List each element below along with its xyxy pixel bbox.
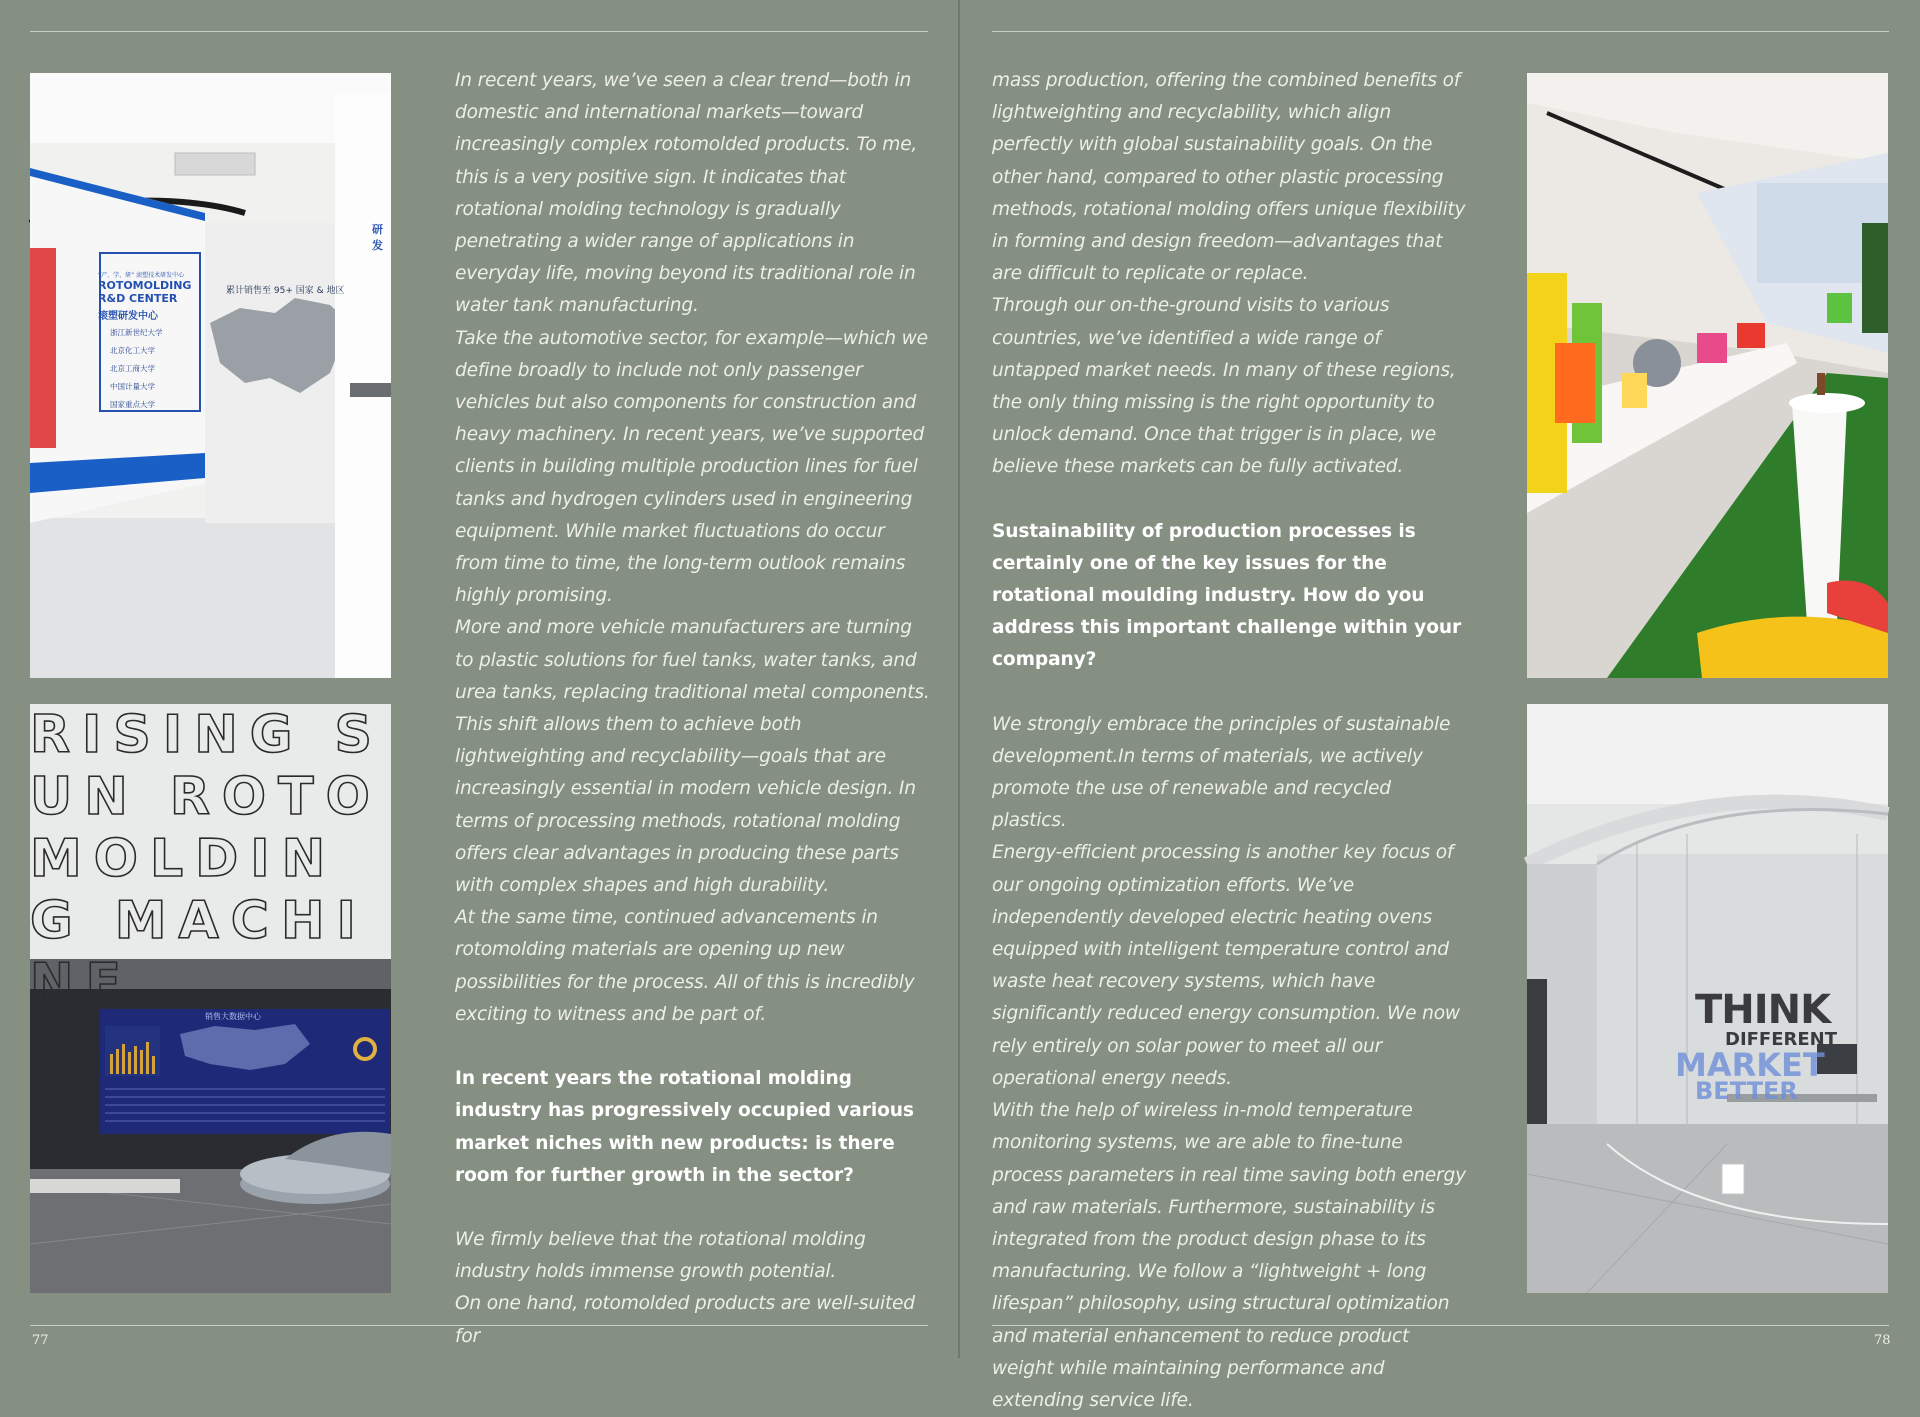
top-rule-right [992,31,1889,32]
office-photo [1527,704,1888,1293]
right-para-4: Energy-efficient processing is another key focus of our ongoing optimization efforts. We’ve independently developed electric heating ovens equipped with intelligent temperature control and waste heat recovery systems, which have significantly reduced energy consumption. We now rely entirely on solar power to meet all our operational energy needs. [992,842,1460,1089]
office-glass-better: BETTER [1695,1077,1798,1105]
rd-partner-0: 浙江新世纪大学 [110,328,163,337]
rd-sign-center: R&D CENTER [98,292,178,305]
rd-center-photo [30,73,391,678]
right-interview-question: Sustainability of production processes is certainly one of the key issues for the rotational moulding industry. How do you address this important challenge within your company? [992,520,1462,671]
showroom-photo [1527,73,1888,678]
left-interview-question: In recent years the rotational molding industry has progressively occupied various market niches with new products: is there room for further growth in the sector? [455,1068,914,1186]
left-para-1: In recent years, we’ve seen a clear trend—both in domestic and international markets—toward increasingly complex rotomolded products. To me, this is a very positive sign. It indicates that rotational molding technology is gradually penetrating a wider range of applications in everyday life, moving beyond its traditional role in water tank manufacturing. [455,70,918,317]
office-glass-market: MARKET [1675,1046,1825,1084]
rd-side-sign: 研发 [372,223,383,252]
left-text-column [455,65,933,1353]
page-number-right: 78 [1874,1333,1891,1348]
lobby-wall-lettering: RISING SUN ROTOMOLDING MACHINE [30,705,384,1013]
rd-map-caption: 累计销售至 95+ 国家 & 地区 [226,286,345,296]
left-para-5: We firmly believe that the rotational molding industry holds immense growth potential. [455,1228,866,1283]
right-para-2: Through our on-the-ground visits to various countries, we’ve identified a wide range of untapped market needs. In many of these regions, the only thing missing is the right opportunity to unlock demand. Once that trigger is in place, we believe these markets can be fully activated. [992,295,1456,478]
left-para-6: On one hand, rotomolded products are well-suited for [455,1293,915,1347]
left-para-2: Take the automotive sector, for example—which we define broadly to include not only passenger vehicles but also components for construction and heavy machinery. In recent years, we’ve supported clients in building multiple production lines for fuel tanks and hydrogen cylinders used in engineering equipment. While market fluctuations do occur from time to time, the long-term outlook remains highly promising. [455,327,928,607]
top-rule-left [30,31,928,32]
office-glass-think: THINK [1695,987,1831,1033]
page-gutter [958,0,960,1358]
rd-partner-3: 中国计量大学 [110,382,155,391]
left-para-3: More and more vehicle manufacturers are turning to plastic solutions for fuel tanks, water tanks, and urea tanks, replacing traditional metal components. This shift allows them to achieve both lightweighting and recyclability—goals that are increasingly essential in modern vehicle design. In terms of processing methods, rotational molding offers clear advantages in producing these parts with complex shapes and high durability. [455,617,930,897]
left-para-4: At the same time, continued advancements in rotomolding materials are opening up new possibilities for the process. All of this is incredibly exciting to witness and be part of. [455,907,915,1025]
office-glass-different: DIFFERENT [1725,1029,1838,1050]
rd-partner-4: 国家重点大学 [110,400,155,409]
rd-partner-1: 北京化工大学 [110,346,155,355]
right-para-5: With the help of wireless in-mold temperature monitoring systems, we are able to fine-tune process parameters in real time saving both energy and raw materials. Furthermore, sustainability is integrated from the product design phase to its manufacturing. We follow a “lightweight + long lifespan” philosophy, using structural optimization and material enhancement to reduce product weight while maintaining performance and extending service life. [992,1100,1466,1411]
lobby-photo [30,704,391,1293]
right-para-3: We strongly embrace the principles of sustainable development.In terms of materials, we actively promote the use of renewable and recycled plastics. [992,713,1451,832]
lobby-screen-title: 销售大数据中心 [205,1012,261,1021]
right-text-column [992,65,1470,1417]
rd-sign-caption: “产、学、研” 滚塑技术研发中心 [98,272,185,279]
rd-sign-chinese: 滚塑研发中心 [98,311,158,322]
rd-partner-2: 北京工商大学 [110,364,155,373]
rd-sign-rotomolding: ROTOMOLDING [98,279,192,292]
right-para-1: mass production, offering the combined benefits of lightweighting and recyclability, which align perfectly with global sustainability goals. On the other hand, compared to other plastic processing methods, rotational molding offers unique flexibility in forming and design freedom—advantages that are difficult to replicate or replace. [992,70,1466,285]
page-number-left: 77 [32,1333,49,1348]
